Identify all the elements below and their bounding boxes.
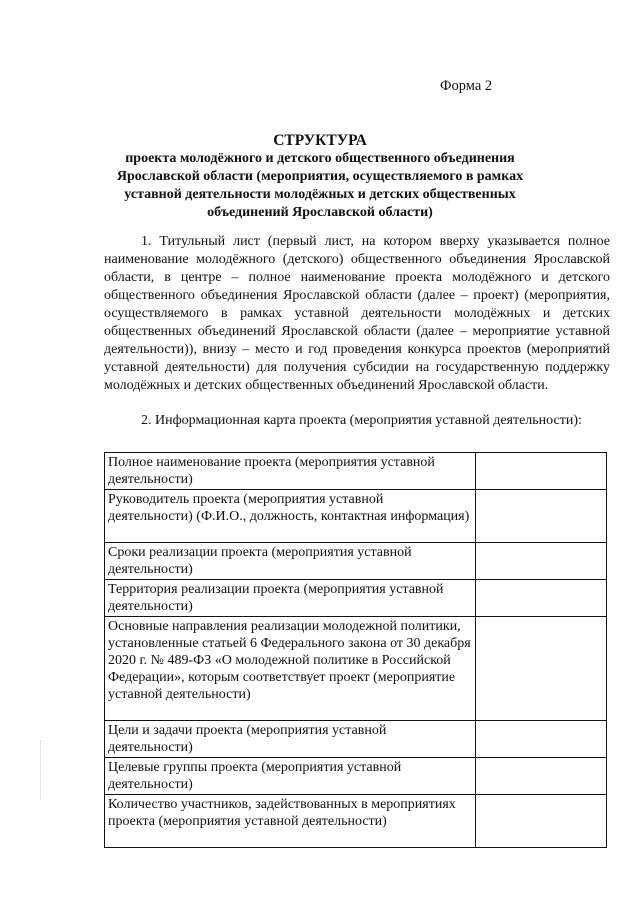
row-value-cell [475,543,606,580]
paragraph-info-card: 2. Информационная карта проекта (мероприятия уставной деятельности): [141,413,582,428]
scan-margin-specks [40,740,42,800]
row-label: Руководитель проекта (мероприятия уставной деятельности) (Ф.И.О., должность, контактная информация) [105,490,476,543]
title-main: СТРУКТУРА [273,132,367,149]
table-row [105,617,607,721]
table-row [105,795,607,848]
form-number-label: Форма 2 [440,78,493,94]
row-value-cell [475,490,606,543]
table-row [105,721,607,758]
table-row [105,490,607,543]
row-label: Основные направления реализации молодежной политики, установленные статьей 6 Федерального закона от 30 декабря 2020 г. № 489-ФЗ «О молодежной политике в Российской Федерации», которым соответствует проект (мероприятие уставной деятельности) [105,617,476,721]
table-row [105,543,607,580]
title-line: объединений Ярославской области) [207,205,433,220]
document-title [100,132,540,222]
table-row [105,758,607,795]
table-row [105,580,607,617]
title-line: проекта молодёжного и детского общественного объединения [125,151,515,166]
row-label: Территория реализации проекта (мероприятия уставной деятельности) [105,580,476,617]
row-value-cell [475,795,606,848]
title-line: Ярославской области (мероприятия, осуществляемого в рамках [116,169,524,184]
paragraph-title-page: 1. Титульный лист (первый лист, на котором вверху указывается полное наименование молодёжного (детского) общественного объединения Ярославской области, в центре – полное наименование проекта молодёжного и детского общественного объединения Ярославской области (далее – проект) (мероприятия, осуществляемого в рамках уставной деятельности молодёжных и детских общественных объединений Ярославской области (далее – мероприятие уставной деятельности)), внизу – место и год проведения конкурса проектов (мероприятий уставной деятельности) для получения субсидии на государственную поддержку молодёжных и детских общественных объединений Ярославской области. [104,234,610,393]
table-row [105,453,607,490]
title-line: уставной деятельности молодёжных и детских общественных [124,187,516,202]
info-card-table [104,452,607,848]
row-label: Цели и задачи проекта (мероприятия уставной деятельности) [105,721,476,758]
row-value-cell [475,580,606,617]
row-value-cell [475,453,606,490]
row-value-cell [475,617,606,721]
row-value-cell [475,721,606,758]
row-label: Количество участников, задействованных в мероприятиях проекта (мероприятия уставной деятельности) [105,795,476,848]
row-label: Полное наименование проекта (мероприятия уставной деятельности) [105,453,476,490]
row-label: Сроки реализации проекта (мероприятия уставной деятельности) [105,543,476,580]
row-value-cell [475,758,606,795]
row-label: Целевые группы проекта (мероприятия уставной деятельности) [105,758,476,795]
